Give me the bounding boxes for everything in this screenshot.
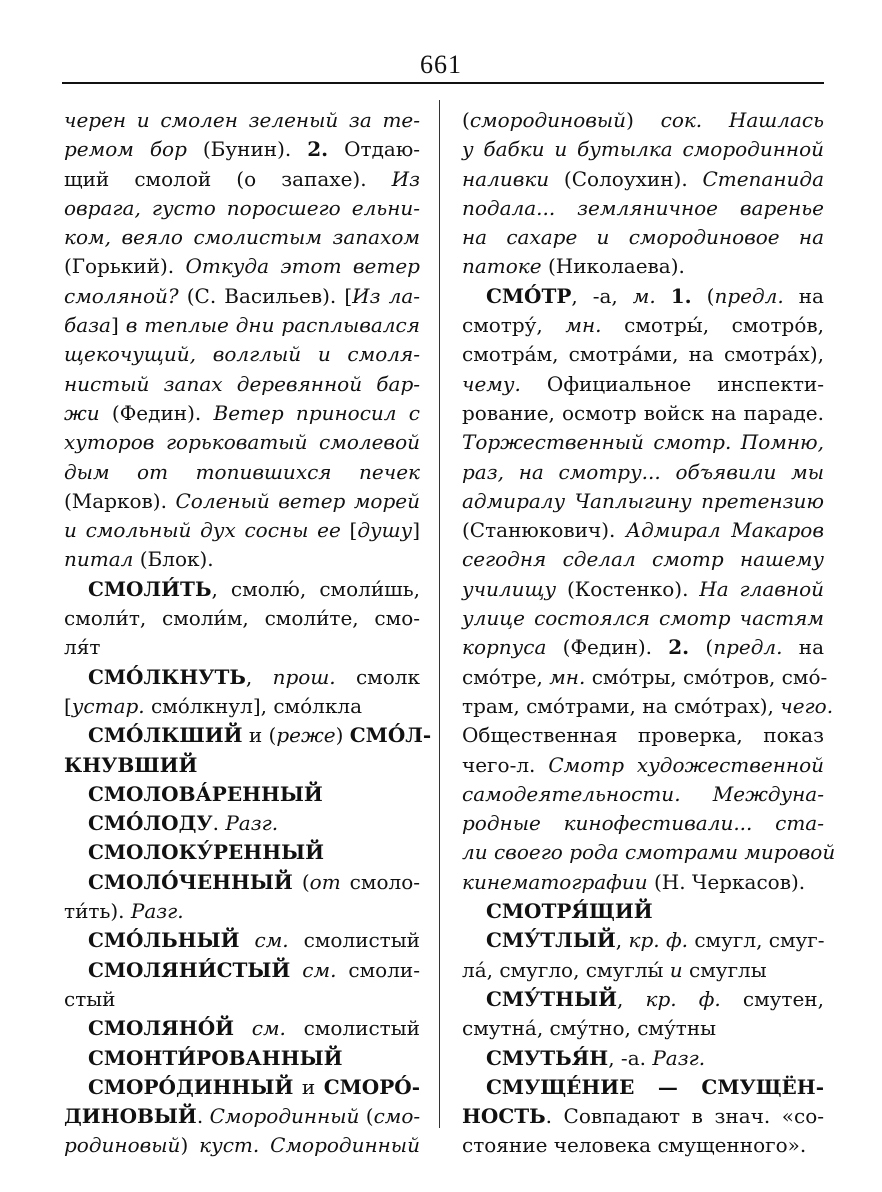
text-segment: Официальное инспекти- [520,371,824,396]
text-line [64,223,420,252]
italic-text: смоляной? [64,283,179,308]
italic-text: родные кинофестивали... ста- [462,811,824,836]
text-line [64,106,420,135]
italic-text: смо- [373,1104,421,1129]
headword: СМУ́ТЛЫЙ [486,928,616,953]
text-line [462,458,824,487]
text-line [462,252,824,281]
headword: СМОНТИ́РОВАННЫЙ [88,1045,343,1070]
text-line [462,1044,824,1073]
text-segment: на [782,635,824,660]
italic-text: куст. Смородинный [199,1133,420,1158]
headword: СМО́ЛКНУТЬ [88,664,246,689]
italic-text: кинематографии [462,869,648,894]
headword: СМОТРЯ́ЩИЙ [486,899,653,924]
italic-text: щекочущий, волглый и смоля- [64,342,420,367]
text-segment: ] [412,518,420,543]
text-segment: стый [64,986,116,1011]
headword: КНУВШИЙ [64,752,198,777]
italic-text: училищу [462,576,557,601]
text-line [64,428,420,457]
right-column [462,106,836,1161]
headword: СМОЛЯНО́Й [88,1016,235,1041]
text-segment: ] [110,313,126,338]
text-segment [290,958,302,982]
text-line [462,165,824,194]
text-segment: стояние человека смущенного». [462,1133,807,1158]
text-line [462,751,824,780]
text-segment: смутна́, сму́тно, сму́тны [462,1016,717,1041]
text-segment: ла́, смугло, смуглы́ [462,957,670,982]
header-rule [62,82,824,84]
text-line [64,545,420,574]
italic-text: чего. [780,693,834,718]
italic-text: реже [276,723,336,748]
italic-text: от [309,869,341,894]
headword: СМО́ЛКШИЙ [88,723,243,748]
text-line [462,370,824,399]
left-column [64,106,432,1161]
text-segment [656,284,671,308]
text-segment: ля́т [64,635,101,660]
text-segment: ) [180,1133,200,1158]
text-line [64,926,420,955]
italic-text: и смольный дух сосны ее [64,518,341,543]
text-segment: , -а. [608,1045,653,1070]
italic-text: в теплые дни расплывался [125,313,420,338]
text-segment: (Костенко). [556,576,700,601]
text-segment: (Бунин). [186,137,308,162]
text-line [462,868,824,897]
headword: СМО́ЛЬНЫЙ [88,928,240,953]
text-segment: , -а, [571,283,633,308]
text-line [64,252,420,281]
italic-text: и [669,957,683,982]
text-line [462,897,824,926]
headword: СМОРО́ДИННЫЙ [88,1074,294,1099]
italic-text: нистый запах деревянной бар- [64,371,420,396]
text-segment: (Горький). [64,254,186,279]
text-segment: ( [292,869,310,894]
italic-text: оврага, густо поросшего ельни- [64,195,420,220]
italic-text: см. [254,928,289,953]
italic-text: см. [302,957,337,982]
italic-text: Разг. [652,1045,706,1070]
text-line [462,545,824,574]
italic-text: Из [391,166,420,191]
text-line [462,1014,824,1043]
text-segment: (Блок). [133,547,214,572]
italic-text: Смородинный [209,1104,360,1129]
text-segment: рование, осмотр войск на параде. [462,400,824,425]
text-segment: Общественная проверка, показ [462,723,824,748]
text-line [64,340,420,369]
text-line [64,604,420,633]
italic-text: см. [251,1016,286,1041]
text-line [64,487,420,516]
text-line [462,985,824,1014]
text-line [462,340,824,369]
text-segment: (Н. Черкасов). [647,869,806,894]
text-line [64,663,420,692]
page-number: 661 [420,50,462,79]
headword: СМУЩЕ́НИЕ — СМУЩЁН- [486,1074,824,1099]
text-line [462,428,824,457]
text-segment: на [783,283,824,308]
text-line [64,575,420,604]
italic-text: ремом бор [64,137,187,162]
text-segment: смо́тры, смо́тров, смо́- [585,664,828,689]
text-line [462,487,824,516]
headword: СМОРО́- [323,1074,420,1099]
headword: СМУ́ТНЫЙ [486,986,617,1011]
text-line [64,165,420,194]
text-line [64,282,420,311]
text-segment: [ [340,518,358,543]
italic-text: кр. ф. [645,986,721,1011]
text-segment: трам, смо́трами, на смо́трах), [462,693,781,718]
text-line [462,399,824,428]
text-segment: , смолю́, смоли́шь, [211,576,420,601]
text-segment: (Федин). [99,400,214,425]
headword: СМО́Л- [349,723,432,748]
italic-text: мн. [549,664,586,689]
italic-text: ли своего рода смотрами мировой [462,840,836,865]
italic-text: душу [357,518,413,543]
text-segment: смотра́м, смотра́ми, на смотра́х), [462,342,824,367]
italic-text: питал [64,547,134,572]
italic-text: предл. [714,283,784,308]
text-segment [240,928,255,952]
text-line [64,692,420,721]
text-segment: . [212,811,226,836]
text-segment: смо́тре, [462,664,550,689]
italic-text: предл. [713,635,783,660]
text-segment: ( [691,283,715,308]
italic-text: раз, на смотру... объявили мы [462,459,824,484]
text-line [64,1131,420,1160]
text-line [462,223,824,252]
text-line [462,692,834,721]
italic-text: черен и смолен зеленый за те- [64,108,420,132]
headword: СМО́ТР [486,283,572,308]
text-line [64,194,420,223]
text-line [462,809,824,838]
text-segment: смоли- [336,957,420,982]
text-segment: смолистый [285,1016,420,1041]
italic-text: Адмирал Макаров [625,518,824,543]
text-line [64,985,420,1014]
text-segment: смугл, смуг- [688,928,825,953]
text-line [462,838,836,867]
italic-text: Разг. [225,811,279,836]
italic-text: подала... земляничное варенье [462,195,824,220]
headword: 2. [307,137,329,162]
italic-text: патоке [462,254,542,279]
italic-text: чему. [462,371,521,396]
text-line [462,282,824,311]
italic-text: Из ла- [352,283,421,308]
text-line [64,751,420,780]
text-segment: (Федин). [546,635,669,660]
text-line [64,399,420,428]
italic-text: прош. [272,664,336,689]
text-segment: смутен, [720,986,824,1011]
text-line [64,370,420,399]
text-line [462,721,824,750]
text-segment: и [293,1074,324,1099]
italic-text: Откуда этот ветер [185,254,420,279]
headword: 2. [668,635,690,660]
text-segment: (Николаева). [541,254,685,279]
text-line [64,1014,420,1043]
text-segment: смолистый [288,928,420,953]
italic-text: улице состоялся смотр частям [462,606,824,631]
italic-text: Соленый ветер морей [175,488,420,513]
italic-text: На главной [699,576,824,601]
italic-text: м. [632,283,656,308]
text-line [462,194,824,223]
text-segment: (Солоухин). [549,166,703,191]
text-line [64,897,420,926]
text-segment: Отдаю- [328,137,420,162]
text-segment: (Марков). [64,488,176,513]
italic-text: мн. [565,313,602,338]
text-line [462,956,824,985]
headword: ДИНОВЫЙ [64,1104,197,1129]
text-line [462,663,828,692]
text-line [64,780,420,809]
italic-text: Разг. [130,899,184,924]
text-line [462,604,824,633]
italic-text: дым от топившихся печек [64,459,420,484]
text-segment: ( [689,635,714,660]
text-line [462,1073,824,1102]
text-segment: смотру́, [462,313,566,338]
headword: СМОЛЯНИ́СТЫЙ [88,957,291,982]
italic-text: сок. Нашлась [660,108,824,132]
text-line [64,1044,420,1073]
text-line [64,809,420,838]
text-segment: . Совпадают в знач. «со- [545,1104,824,1129]
text-line [64,721,432,750]
text-segment: и ( [242,723,277,748]
italic-text: самодеятельности. Междуна- [462,781,824,806]
text-segment: . [196,1104,210,1129]
text-segment: смоло- [340,869,420,894]
text-line [64,135,420,164]
text-segment: , [245,664,273,689]
text-segment: ( [359,1104,374,1129]
text-segment: [ [64,693,72,718]
italic-text: родиновый [64,1133,181,1158]
text-line [462,516,824,545]
text-line [64,838,420,867]
italic-text: жи [64,400,100,425]
text-segment: , [615,928,629,953]
column-divider [439,100,440,1128]
text-line [64,956,420,985]
text-line [462,311,824,340]
italic-text: корпуса [462,635,547,660]
text-segment: (Станюкович). [462,518,626,543]
text-segment: (С. Васильев). [ [178,283,353,308]
text-line [462,575,824,604]
text-segment: ) [335,723,350,748]
italic-text: сегодня сделал смотр нашему [462,547,824,572]
italic-text: база [64,313,111,338]
text-line [64,633,420,662]
italic-text: на сахаре и смородиновое на [462,225,824,250]
text-line [462,1102,824,1131]
text-line [462,1131,824,1160]
italic-text: наливки [462,166,550,191]
text-segment: смоли́т, смоли́м, смоли́те, смо- [64,606,420,631]
text-segment: щий смолой (о запахе). [64,166,392,191]
text-segment: ) [626,108,661,132]
text-line [462,106,824,135]
italic-text: Ветер приносил с [213,400,420,425]
text-segment: ти́ть). [64,899,131,924]
headword: СМУТЬЯ́Н [486,1045,609,1070]
headword: 1. [670,283,692,308]
text-line [64,458,420,487]
text-line [64,1073,420,1102]
italic-text: ком, веяло смолистым запахом [64,225,420,250]
headword: СМОЛИ́ТЬ [88,576,212,601]
text-segment: смолк [335,664,420,689]
text-line [462,780,824,809]
italic-text: Смотр художественной [548,752,824,777]
text-segment: смо́лкнул], смо́лкла [144,693,362,718]
italic-text: смородиновый [469,108,627,132]
italic-text: устар. [71,693,145,718]
text-line [462,633,824,662]
text-line [64,1102,420,1131]
italic-text: кр. ф. [628,928,688,953]
headword: СМОЛОКУ́РЕННЫЙ [88,840,325,865]
italic-text: у бабки и бутылка смородинной [462,137,824,162]
text-line [64,868,420,897]
headword: СМО́ЛОДУ [88,811,213,836]
text-segment: чего-л. [462,752,549,777]
text-line [462,926,824,955]
text-segment [234,1016,252,1040]
headword: СМОЛО́ЧЕННЫЙ [88,869,293,894]
italic-text: адмиралу Чаплыгину претензию [462,488,824,513]
text-line [64,311,420,340]
text-segment: , [617,986,646,1011]
italic-text: Торжественный смотр. Помню, [462,430,824,455]
text-segment: смотры́, смотро́в, [601,313,825,338]
headword: СМОЛОВА́РЕННЫЙ [88,781,323,806]
italic-text: хуторов горьковатый смолевой [64,430,420,455]
text-segment: ( [462,108,470,132]
text-line [462,135,824,164]
text-line [64,516,420,545]
italic-text: Степанида [702,166,824,191]
text-segment: смуглы [682,957,767,982]
headword: НОСТЬ [462,1104,546,1129]
